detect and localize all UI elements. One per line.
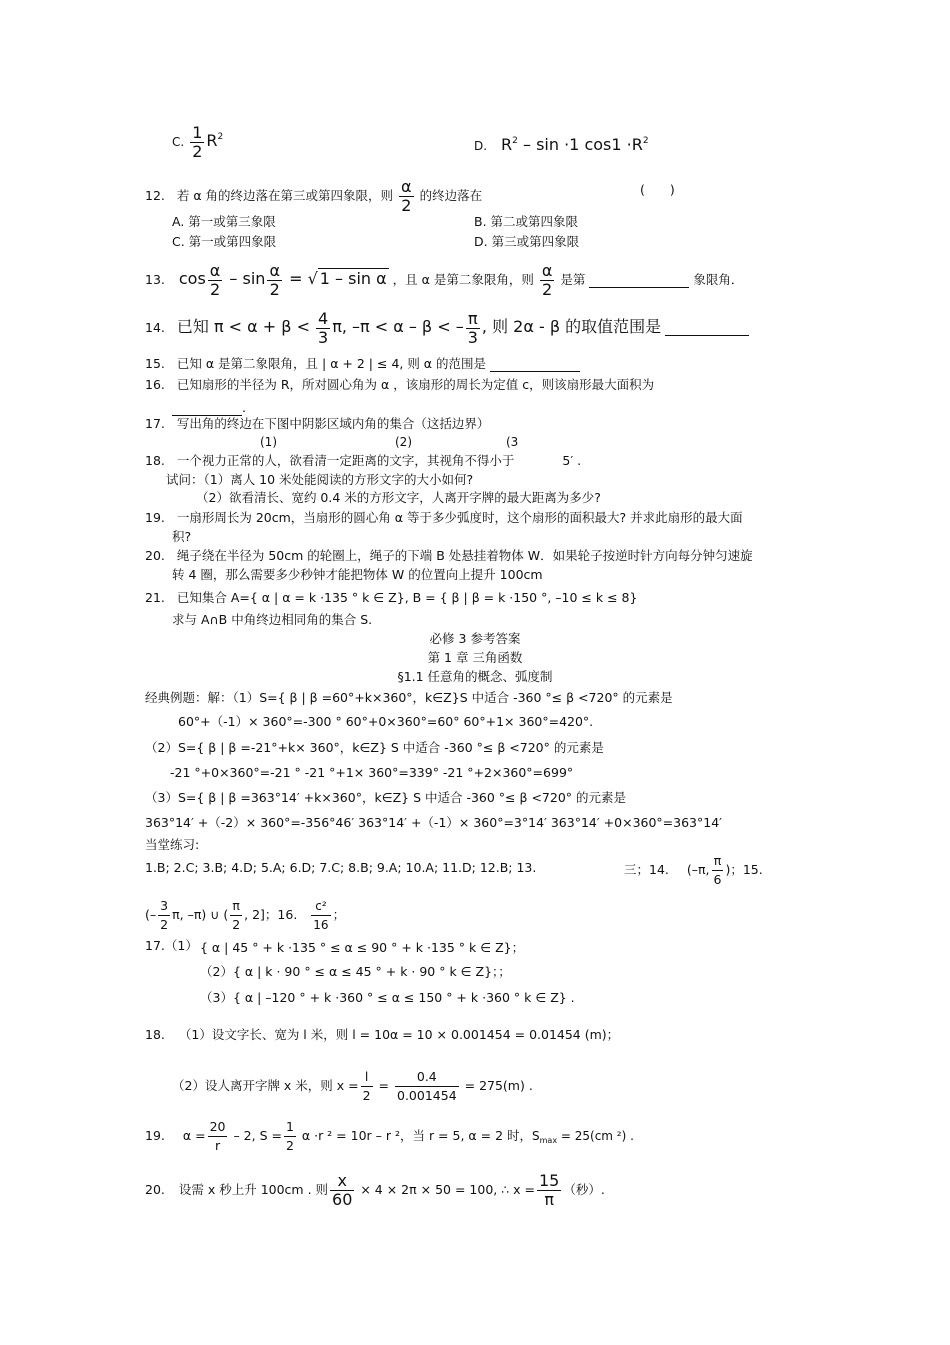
problem-text: 象限角． — [693, 272, 744, 287]
answer-text: (– — [145, 907, 157, 922]
problem-text: 5′ . — [562, 453, 582, 468]
problem-text: 已知扇形的半径为 R，所对圆心角为 α ，该扇形的周长为定值 c，则该扇形最大面积为 — [176, 377, 655, 392]
frac-den: 2 — [269, 280, 280, 299]
fraction — [208, 262, 223, 299]
problem-19 — [145, 510, 743, 526]
answer-text: (–π, — [686, 862, 710, 877]
answer-text: π, –π) ∪ ( — [172, 907, 229, 922]
math-text: – sin — [224, 269, 266, 288]
problem-14 — [145, 310, 749, 347]
answer-17-number: 17.（1） — [145, 938, 198, 953]
answer-19 — [145, 1118, 634, 1155]
frac-den: 2 — [542, 280, 553, 299]
frac-den: 2 — [362, 1088, 371, 1103]
frac-den: 2 — [209, 280, 221, 299]
frac-num: π — [712, 852, 724, 871]
problem-number: 20. — [145, 1182, 165, 1197]
option-c-label: C. — [172, 135, 185, 149]
figure-label-1: (1) — [260, 435, 277, 449]
problem-text: 绳子绕在半径为 50cm 的轮圈上，绳子的下端 B 处悬挂着物体 W．如果轮子按逆时针方向每分钟匀速旋 — [176, 548, 753, 563]
figure-label-2: (2) — [395, 435, 412, 449]
frac-num: 1 — [192, 123, 203, 142]
problem-subquestion: （2）欲看清长、宽约 0.4 米的方形文字，人离开字牌的最大距离为多少? — [196, 490, 601, 505]
sqrt-content: 1 – sin α — [319, 269, 387, 288]
fraction — [316, 310, 330, 347]
frac-num: α — [541, 261, 553, 280]
answer-17-part1: { α | 45 ° + k ·135 ° ≤ α ≤ 90 ° + k ·135 ° k ∈ Z}； — [200, 940, 525, 955]
option-d-text: – sin ·1 cos1 ·R — [517, 135, 643, 154]
problem-number: 13. — [145, 272, 165, 287]
frac-den: r — [214, 1138, 221, 1153]
problem-text: 已知集合 A={ α | α = k ·135 ° k ∈ Z}, B = { β | β = k ·150 °, –10 ≤ k ≤ 8} — [176, 590, 638, 605]
problem-text: ，且 α 是第二象限角，则 — [392, 272, 534, 287]
problem-number: 20. — [145, 548, 165, 563]
problem-number: 21. — [145, 590, 165, 605]
practice-answers: 1.B; 2.C; 3.B; 4.D; 5.A; 6.D; 7.C; 8.B; 9.A; 10.A; 11.D; 12.B; 13. — [145, 860, 537, 875]
problem-number: 14. — [145, 320, 165, 335]
problem-text: 写出角的终边在下图中阴影区域内角的集合（这括边界） — [176, 416, 490, 431]
answer-15-16 — [145, 897, 345, 934]
example-values: 363°14′ +（-2）× 360°=-356°46′ 363°14′ +（-1）× 360°=3°14′ 363°14′ +0×360°=363°14′ — [145, 815, 723, 830]
answer-blank[interactable] — [172, 401, 242, 416]
answer-text: （2）设人离开字牌 x 米，则 x = — [172, 1078, 359, 1093]
frac-num: x — [330, 1172, 354, 1191]
frac-num: 4 — [318, 309, 329, 328]
fraction — [712, 852, 724, 889]
answer-text: = 25(cm ²) . — [557, 1129, 634, 1143]
problem-18 — [145, 453, 581, 469]
answer-text: S — [532, 1129, 540, 1143]
subscript: max — [539, 1136, 558, 1145]
frac-den: 2 — [160, 917, 169, 932]
frac-den: 2 — [232, 917, 241, 932]
practice-heading: 当堂练习: — [145, 837, 200, 852]
exponent: 2 — [217, 132, 224, 142]
answer-text: 三；14. — [624, 862, 669, 877]
problem-text: 若 α 角的终边落在第三或第四象限，则 — [176, 188, 394, 203]
frac-num: 1 — [284, 1118, 296, 1137]
option-d-text: D. 第三或第四象限 — [474, 234, 580, 249]
problem-number: 16. — [145, 377, 165, 392]
example-solution: （2）S={ β | β =-21°+k× 360°，k∈Z} S 中适合 -360 °≤ β <720° 的元素是 — [145, 740, 604, 755]
frac-den: 16 — [313, 918, 329, 932]
fraction — [267, 262, 282, 299]
frac-den: 6 — [713, 872, 722, 887]
fraction — [399, 178, 414, 215]
answer-20 — [145, 1172, 605, 1209]
chapter-title: 第 1 章 三角函数 — [427, 650, 523, 665]
frac-den: 3 — [318, 328, 329, 347]
fraction — [230, 897, 242, 934]
frac-den: 2 — [285, 1138, 294, 1153]
frac-num: l — [361, 1068, 373, 1087]
problem-subquestion: 试问：（1）离人 10 米处能阅读的方形文字的大小如何? — [166, 472, 474, 487]
option-d — [474, 133, 649, 154]
answer-text: , 2]；16. — [244, 907, 298, 922]
period: . — [242, 400, 246, 415]
exponent: 2 — [512, 136, 518, 146]
problem-text: 转 4 圈，那么需要多少秒钟才能把物体 W 的位置向上提升 100cm — [172, 567, 543, 582]
answer-17-part3: （3）{ α | –120 ° + k ·360 ° ≤ α ≤ 150 ° + k ·360 ° k ∈ Z} . — [200, 990, 575, 1005]
frac-num: π — [230, 897, 242, 916]
option-d-text: R — [501, 135, 513, 154]
answer-18-2 — [172, 1068, 533, 1105]
frac-num: 20 — [208, 1118, 228, 1137]
figure-label-3: (3 — [506, 435, 519, 449]
problem-text: 是第 — [560, 272, 586, 287]
math-text: , 则 2α - β 的取值范围是 — [481, 317, 662, 336]
fraction — [190, 124, 204, 161]
exponent: 2 — [642, 136, 649, 146]
answer-text: α ·r ² = 10r – r ²，当 r = 5, α = 2 时， — [297, 1128, 532, 1143]
fraction — [311, 897, 330, 934]
problem-text: 积? — [172, 529, 192, 544]
answer-17-part2: （2）{ α | k · 90 ° ≤ α ≤ 45 ° + k · 90 ° k ∈ Z}；； — [200, 964, 511, 979]
math-text: 已知 π < α + β < — [176, 317, 311, 336]
problem-number: 15. — [145, 356, 165, 371]
option-d-label: D. — [474, 139, 488, 153]
answer-blank[interactable] — [490, 357, 580, 372]
frac-num: π — [466, 310, 480, 329]
problem-17 — [145, 416, 489, 432]
problem-20 — [145, 548, 753, 564]
frac-den: 2 — [192, 142, 203, 161]
problem-text: 求与 A∩B 中角终边相同角的集合 S. — [172, 612, 373, 627]
fraction — [208, 1118, 228, 1155]
option-c — [172, 124, 223, 161]
problem-16-blank — [172, 400, 246, 416]
answer-paren: ( ) — [640, 182, 675, 197]
answer-text: ； — [332, 907, 346, 922]
frac-den: 3 — [467, 328, 478, 347]
fraction — [330, 1172, 354, 1209]
frac-num: α — [209, 261, 221, 280]
problem-15 — [145, 356, 580, 372]
problem-number: 12. — [145, 188, 165, 203]
frac-den: 2 — [401, 196, 412, 215]
problem-number: 19. — [145, 510, 165, 525]
frac-den: 60 — [332, 1190, 353, 1209]
answer-text: α = — [182, 1128, 206, 1143]
problem-12 — [145, 178, 482, 215]
option-b: B. 第二或第四象限 — [474, 214, 579, 229]
answer-text: )；15. — [725, 862, 763, 877]
example-values: 60°+（-1）× 360°=-300 ° 60°+0×360°=60° 60°+1× 360°=420°. — [178, 714, 594, 729]
frac-num: α — [269, 261, 280, 280]
problem-text: 一个视力正常的人，欲看清一定距离的文字，其视角不得小于 — [176, 453, 515, 468]
problem-13: 13. cos $\frac{\alpha}{2}$ – sin $\frac{\alpha}{2}$ = √ 1 – sin α ，且 α 是第二象限角，则 $\frac{\alpha}{2}$ 是第 象限角． — [145, 261, 744, 299]
section-title: §1.1 任意角的概念、弧度制 — [397, 669, 553, 684]
answer-text: × 4 × 2π × 50 = 100, ∴ x = — [356, 1182, 535, 1197]
option-c-text: R — [206, 131, 218, 150]
math-text: π, –π < α – β < – — [332, 317, 464, 336]
fraction — [158, 897, 170, 934]
option-a: A. 第一或第三象限 — [172, 214, 276, 229]
answer-text: = 275(m) . — [460, 1078, 533, 1093]
example-values: -21 °+0×360°=-21 ° -21 °+1× 360°=339° -21 °+2×360°=699° — [170, 765, 574, 780]
problem-number: 19. — [145, 1128, 165, 1143]
problem-16 — [145, 377, 654, 393]
answer-text: （1）设文字长、宽为 l 米，则 l = 10α = 10 × 0.001454 = 0.01454 (m)； — [178, 1027, 620, 1042]
math-text: cos — [178, 269, 206, 288]
problem-text: 已知 α 是第二象限角，且 | α + 2 | ≤ 4, 则 α 的范围是 — [176, 356, 487, 371]
option-c-text: C. 第一或第四象限 — [172, 234, 277, 249]
frac-num: 3 — [158, 897, 170, 916]
fraction — [540, 262, 555, 299]
answer-13-14 — [624, 852, 763, 889]
frac-num: 15 — [539, 1171, 560, 1190]
fraction — [284, 1118, 296, 1155]
frac-num: α — [401, 177, 412, 196]
answer-18-1 — [145, 1027, 619, 1043]
fraction — [466, 310, 480, 347]
answer-text: （秒）. — [563, 1182, 605, 1197]
answer-text: = — [374, 1078, 393, 1093]
fraction — [395, 1068, 459, 1105]
problem-number: 17. — [145, 416, 165, 431]
fraction — [361, 1068, 373, 1105]
example-solution: （3）S={ β | β =363°14′ +k×360°，k∈Z} S 中适合 -360 °≤ β <720° 的元素是 — [145, 790, 627, 805]
answer-blank[interactable] — [665, 321, 749, 336]
problem-text: 的终边落在 — [419, 188, 483, 203]
problem-21 — [145, 590, 637, 606]
answer-blank[interactable] — [589, 273, 689, 288]
frac-den: π — [544, 1190, 554, 1209]
example-solution: 经典例题：解：（1）S={ β | β =60°+k×360°，k∈Z}S 中适合 -360 °≤ β <720° 的元素是 — [145, 690, 673, 705]
fraction — [537, 1172, 561, 1209]
answer-text: 设需 x 秒上升 100cm . 则 — [178, 1182, 329, 1197]
answers-heading: 必修 3 参考答案 — [429, 631, 521, 646]
problem-number: 18. — [145, 453, 165, 468]
frac-num: 0.4 — [395, 1068, 459, 1087]
problem-text: 一扇形周长为 20cm，当扇形的圆心角 α 等于多少弧度时，这个扇形的面积最大? 并求此扇形的最大面 — [176, 510, 743, 525]
math-text: = — [283, 269, 308, 288]
frac-den: 0.001454 — [397, 1088, 457, 1103]
frac-num: c² — [311, 897, 330, 916]
problem-number: 18. — [145, 1027, 165, 1042]
answer-text: – 2, S = — [229, 1128, 282, 1143]
